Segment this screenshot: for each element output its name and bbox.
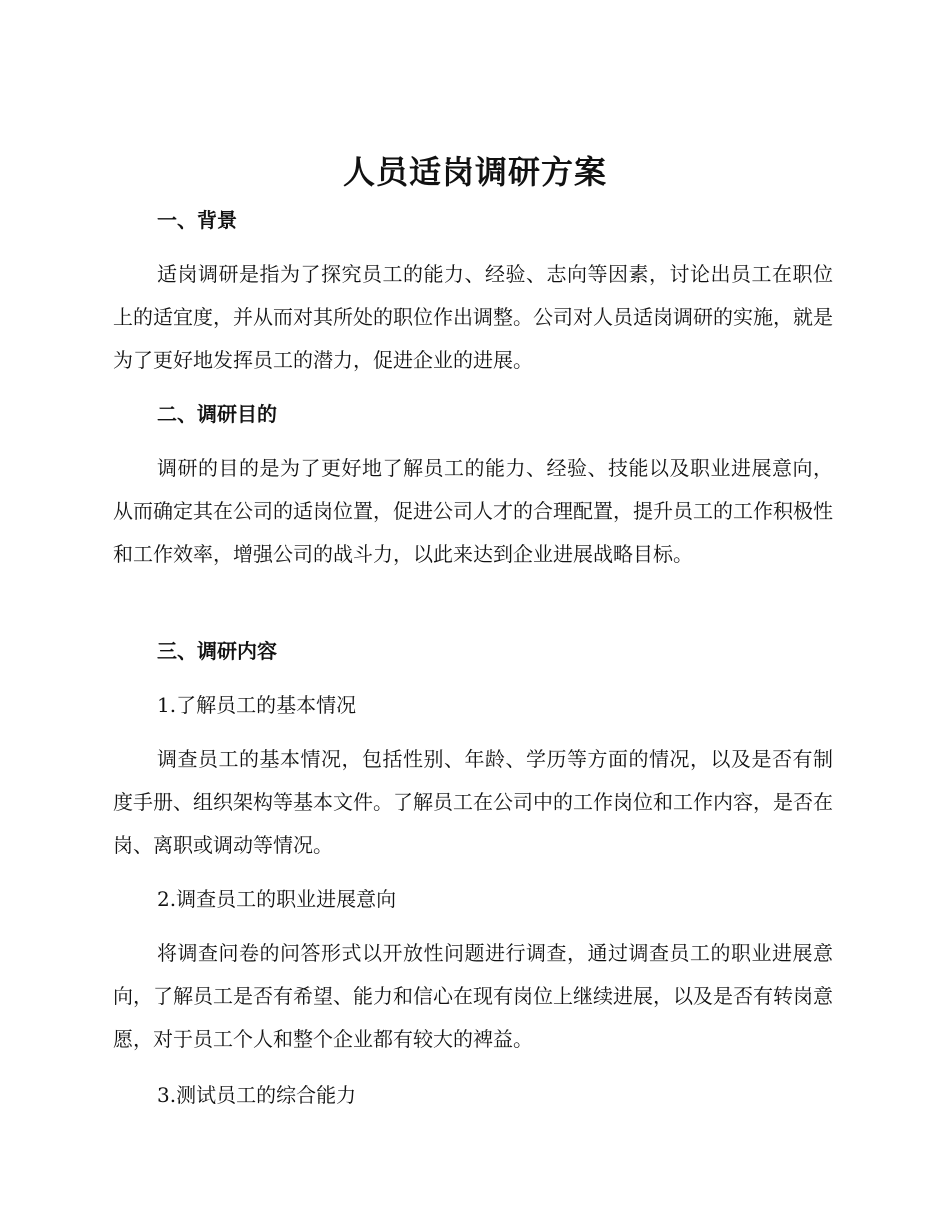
content-item-title-2: 2.调查员工的职业进展意向 [157, 887, 397, 911]
section-paragraph-purpose: 调研的目的是为了更好地了解员工的能力、经验、技能以及职业进展意向，从而确定其在公司的适岗位置，促进公司人才的合理配置，提升员工的工作积极性和工作效率，增强公司的战斗力，以此来达到企业进展战略目标。 [113, 456, 833, 566]
content-item-paragraph-1: 调查员工的基本情况，包括性别、年龄、学历等方面的情况，以及是否有制度手册、组织架构等基本文件。了解员工在公司中的工作岗位和工作内容，是否在岗、离职或调动等情况。 [113, 747, 833, 857]
section-heading-background: 一、背景 [157, 208, 237, 232]
content-item-title-1: 1.了解员工的基本情况 [157, 693, 357, 717]
section-heading-content: 三、调研内容 [157, 639, 277, 663]
document-title: 人员适岗调研方案 [342, 153, 607, 191]
content-item-paragraph-2: 将调查问卷的问答形式以开放性问题进行调查，通过调查员工的职业进展意向，了解员工是否有希望、能力和信心在现有岗位上继续进展，以及是否有转岗意愿，对于员工个人和整个企业都有较大的裨益。 [113, 941, 833, 1051]
content-item-title-3: 3.测试员工的综合能力 [157, 1083, 357, 1107]
section-heading-purpose: 二、调研目的 [157, 402, 277, 426]
section-paragraph-background: 适岗调研是指为了探究员工的能力、经验、志向等因素，讨论出员工在职位上的适宜度，并从而对其所处的职位作出调整。公司对人员适岗调研的实施，就是为了更好地发挥员工的潜力，促进企业的进展。 [113, 262, 833, 372]
